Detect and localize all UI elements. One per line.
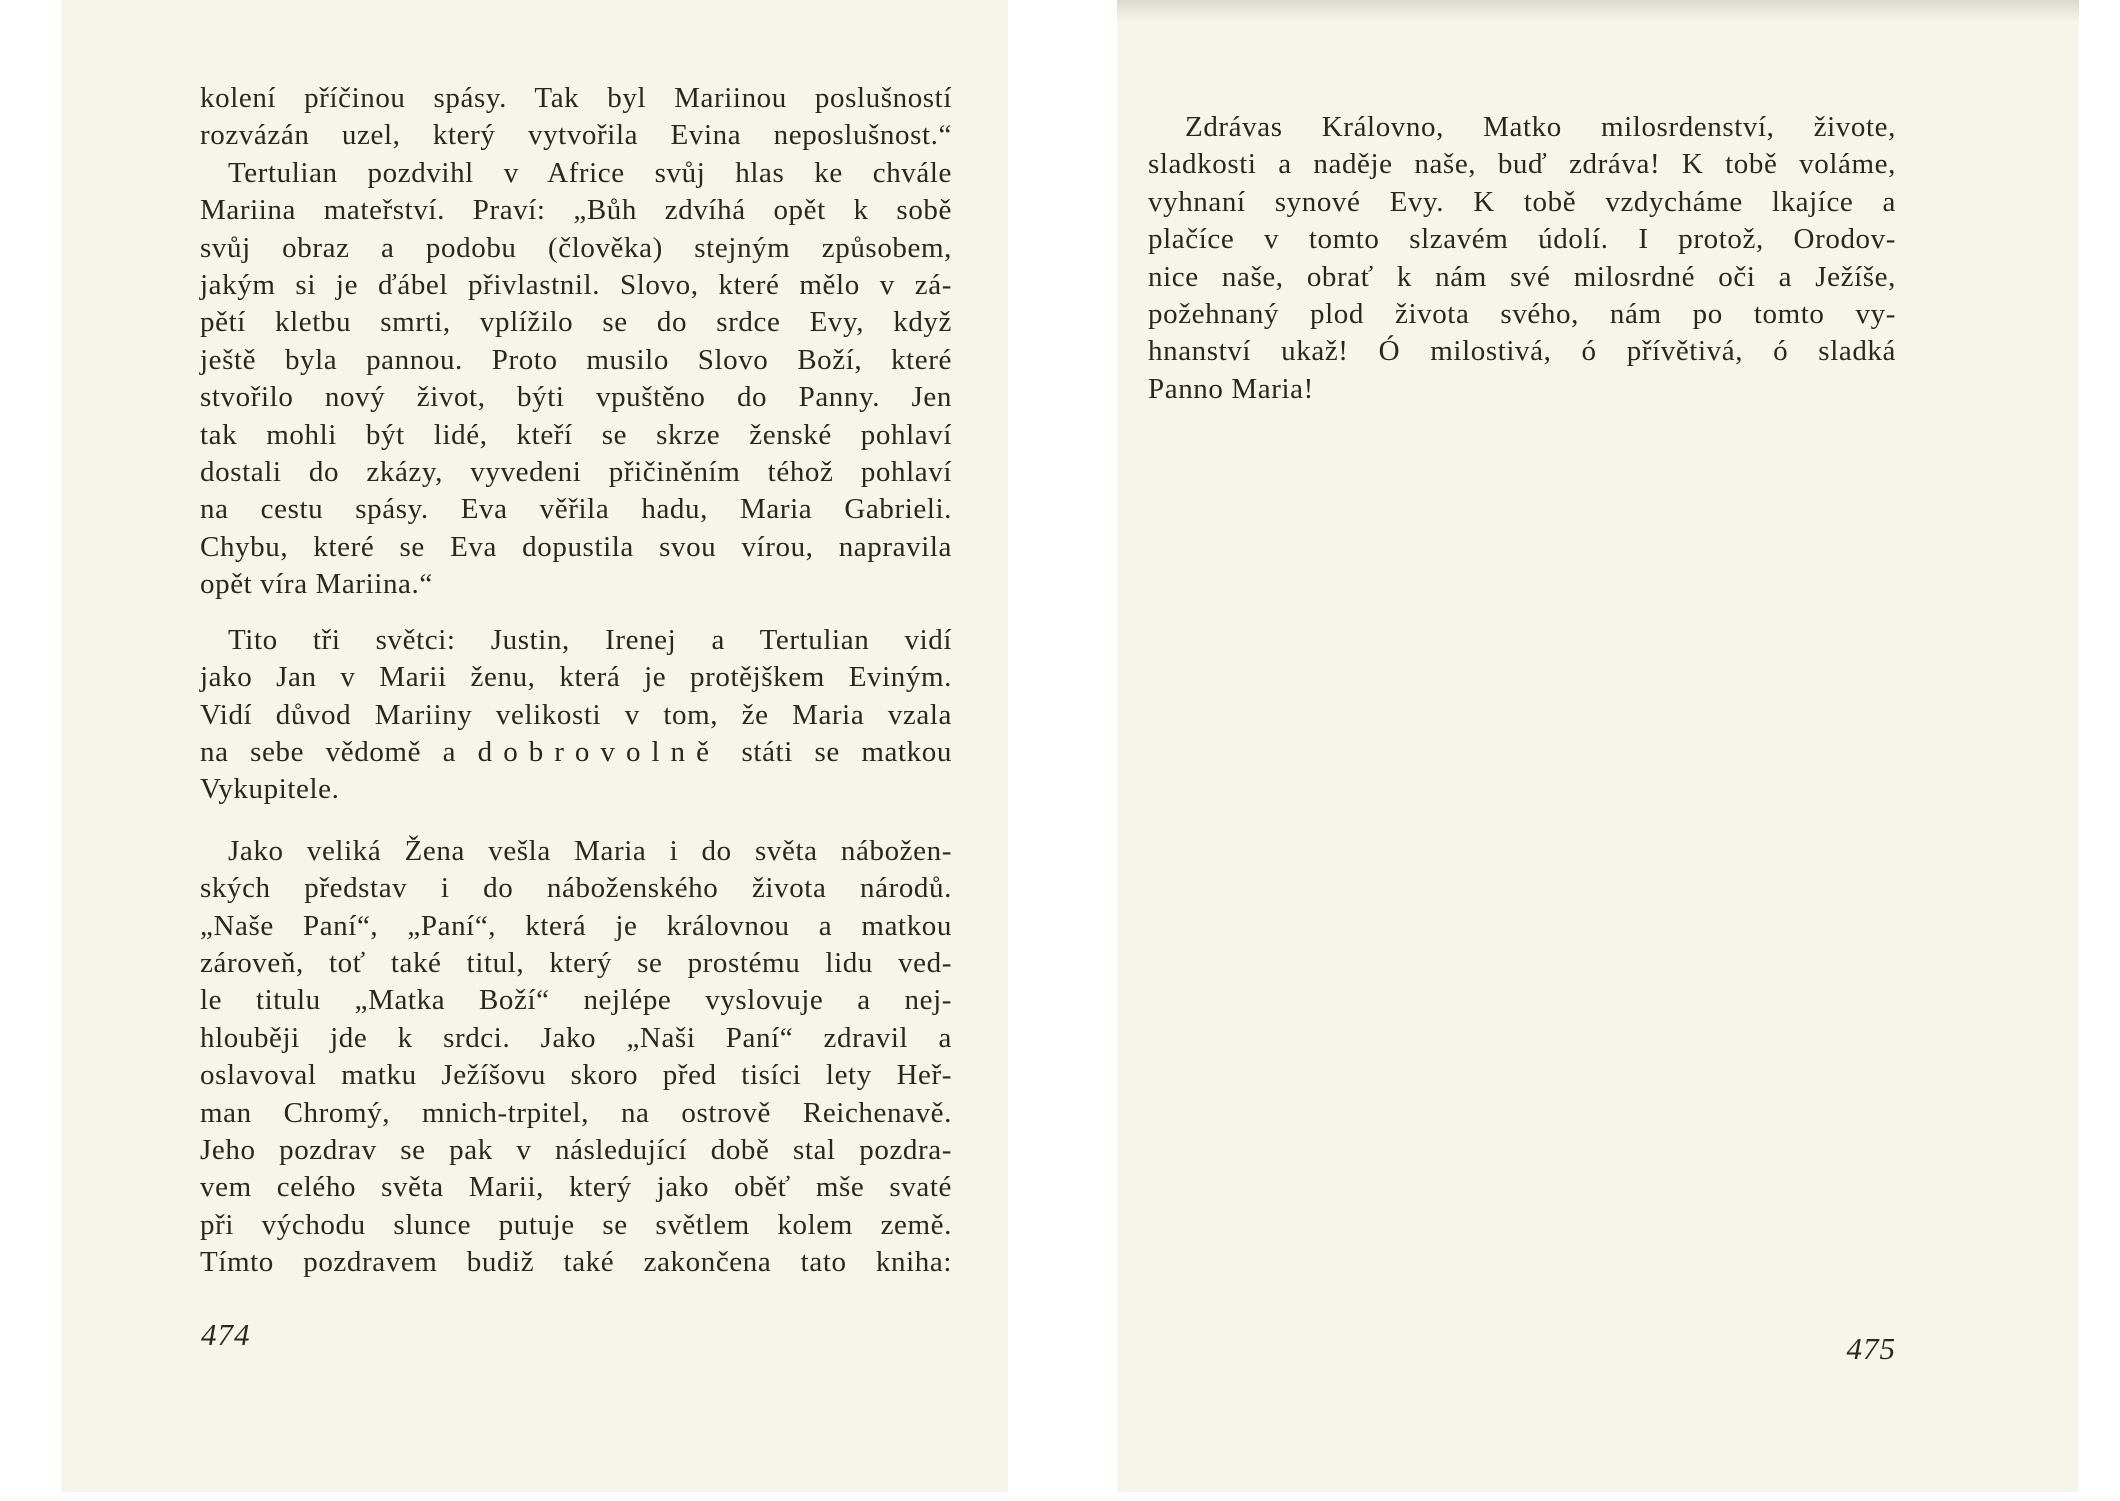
text-line: sladkosti a naděje naše, buď zdráva! K tobě voláme, bbox=[1148, 148, 1896, 181]
page-number: 475 bbox=[1846, 1331, 1896, 1366]
text-line: Chybu, které se Eva dopustila svou vírou, napravila bbox=[200, 530, 952, 563]
text-line: Mariina mateřství. Praví: „Bůh zdvíhá opět k sobě bbox=[200, 194, 952, 227]
text-line: Tito tři světci: Justin, Irenej a Tertulian vidí bbox=[228, 623, 952, 656]
text-line: pětí kletbu smrti, vplížilo se do srdce Evy, když bbox=[200, 306, 952, 339]
paragraph bbox=[200, 622, 952, 809]
text-line: Tertulian pozdvihl v Africe svůj hlas ke chvále bbox=[228, 156, 952, 189]
right-page bbox=[1117, 0, 2079, 1492]
text-line: dostali do zkázy, vyvedeni přičiněním téhož pohlaví bbox=[200, 456, 952, 489]
right-page-text bbox=[1148, 109, 1896, 408]
paragraph bbox=[200, 833, 952, 1282]
text-line: Jako veliká Žena vešla Maria i do světa nábožen- bbox=[228, 834, 952, 867]
page-number: 474 bbox=[201, 1317, 251, 1352]
text-line: vyhnaní synové Evy. K tobě vzdycháme lkajíce a bbox=[1148, 185, 1896, 218]
text-line: tak mohli být lidé, kteří se skrze ženské pohlaví bbox=[200, 418, 952, 451]
text-line: jakým si je ďábel přivlastnil. Slovo, které mělo v zá- bbox=[200, 269, 952, 302]
text-line: man Chromý, mnich-trpitel, na ostrově Reichenavě. bbox=[200, 1096, 952, 1129]
spaced-emphasis-text: dobrovolně bbox=[477, 735, 720, 768]
paragraph bbox=[1148, 109, 1896, 408]
text-line: ských představ i do náboženského života národů. bbox=[200, 872, 952, 905]
text-line: oslavoval matku Ježíšovu skoro před tisíci lety Heř- bbox=[200, 1059, 952, 1092]
text-line bbox=[200, 734, 952, 771]
paragraph-continuation bbox=[200, 80, 952, 155]
text-line: le titulu „Matka Boží“ nejlépe vyslovuje a nej- bbox=[200, 984, 952, 1017]
text-line: rozvázán uzel, který vytvořila Evina neposlušnost.“ bbox=[200, 119, 952, 152]
text-line: Zdrávas Královno, Matko milosrdenství, živote, bbox=[1185, 111, 1896, 143]
text-segment: státi se matkou bbox=[741, 735, 952, 768]
text-line: při východu slunce putuje se světlem kolem země. bbox=[200, 1208, 952, 1241]
text-line: vem celého světa Marii, který jako oběť mše svaté bbox=[200, 1171, 952, 1204]
text-line: hnanství ukaž! Ó milostivá, ó přívětivá, ó sladká bbox=[1148, 335, 1896, 368]
text-line: kolení příčinou spásy. Tak byl Mariinou poslušností bbox=[200, 82, 952, 114]
text-line: hlouběji jde k srdci. Jako „Naši Paní“ zdravil a bbox=[200, 1021, 952, 1054]
text-line: zároveň, toť také titul, který se prostému lidu ved- bbox=[200, 946, 952, 979]
paragraph bbox=[200, 155, 952, 604]
text-line: plačíce v tomto slzavém údolí. I protož, Orodov- bbox=[1148, 223, 1896, 256]
text-line: jako Jan v Marii ženu, která je protějškem Eviným. bbox=[200, 661, 952, 694]
text-line: Jeho pozdrav se pak v následující době stal pozdra- bbox=[200, 1133, 952, 1166]
text-segment: na sebe vědomě a bbox=[200, 735, 457, 768]
text-line: ještě byla pannou. Proto musilo Slovo Boží, které bbox=[200, 343, 952, 376]
left-page bbox=[61, 0, 1008, 1492]
text-line: Vykupitele. bbox=[200, 773, 340, 806]
left-page-text bbox=[200, 80, 952, 1282]
text-line: Vidí důvod Mariiny velikosti v tom, že Maria vzala bbox=[200, 698, 952, 731]
text-line: Panno Maria! bbox=[1148, 372, 1314, 405]
text-line: stvořilo nový život, býti vpuštěno do Panny. Jen bbox=[200, 381, 952, 414]
text-line: opět víra Mariina.“ bbox=[200, 568, 433, 601]
text-line: Tímto pozdravem budiž také zakončena tato kniha: bbox=[200, 1246, 952, 1279]
text-line: na cestu spásy. Eva věřila hadu, Maria Gabrieli. bbox=[200, 493, 952, 526]
page-edge-shadow bbox=[1117, 0, 2079, 22]
text-line: „Naše Paní“, „Paní“, která je královnou a matkou bbox=[200, 909, 952, 942]
text-line: nice naše, obrať k nám své milosrdné oči a Ježíše, bbox=[1148, 260, 1896, 293]
text-line: svůj obraz a podobu (člověka) stejným způsobem, bbox=[200, 231, 952, 264]
text-line: požehnaný plod života svého, nám po tomto vy- bbox=[1148, 298, 1896, 331]
